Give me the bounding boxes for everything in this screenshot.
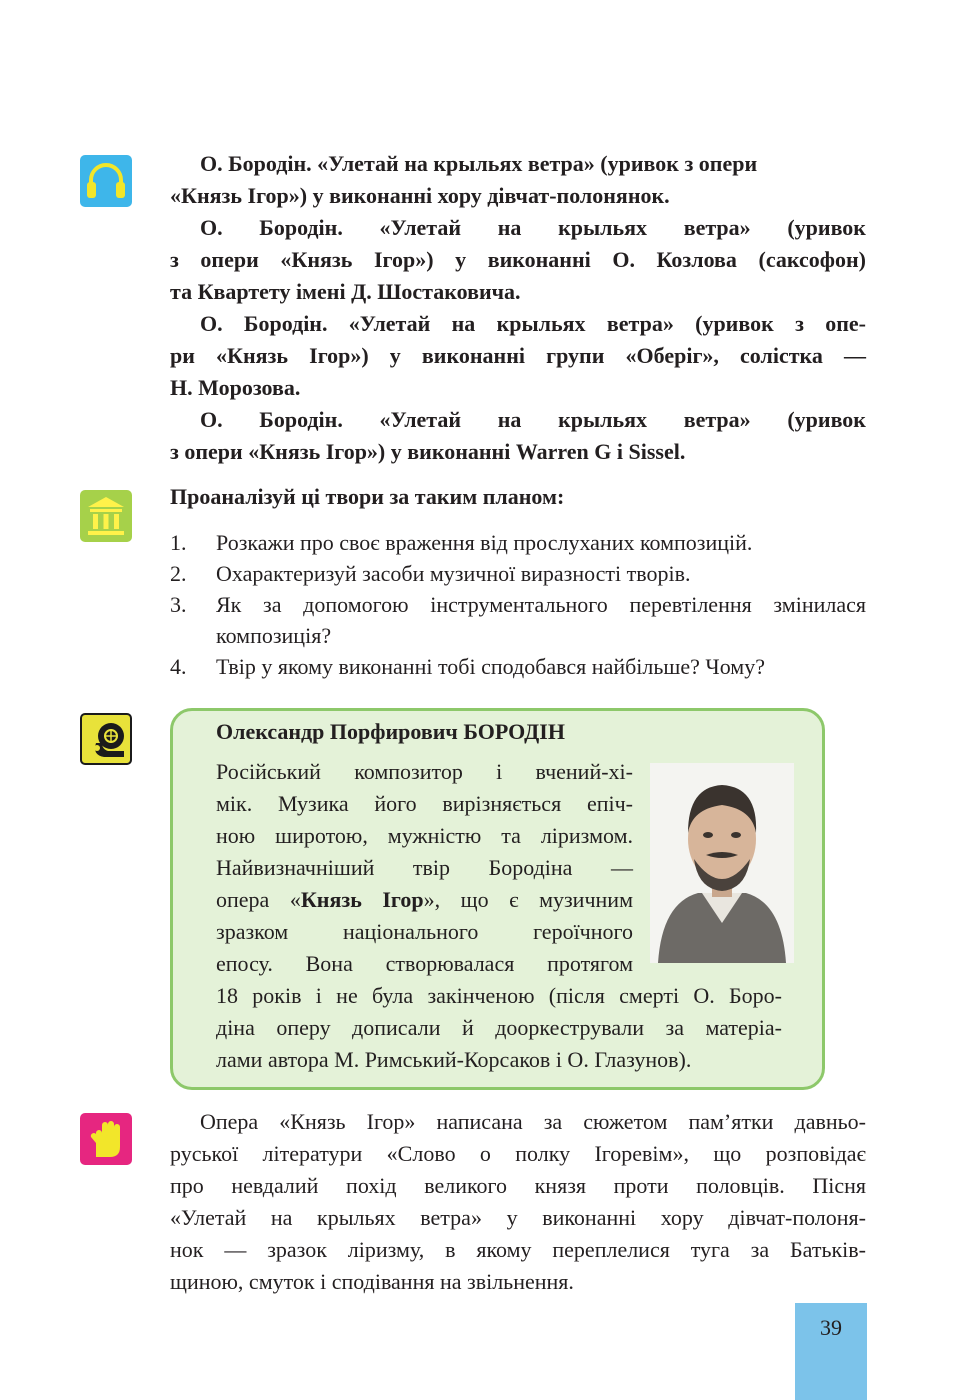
list-item: 3. Як за допомогою інструментального перевтілення змінилася композиція? — [170, 592, 866, 648]
list-item: 2. Охарактеризуй засоби музичної виразності творів. — [170, 561, 691, 586]
opera-description: Опера «Князь Ігор» написана за сюжетом пам’ятки давньо- руської літератури «Слово о полку Ігоревім», що розповідає про невдалий похід великого князя проти половців. Пісня «Улетай на крыльях ветра» у виконанні хору дівчат-полоня- нок — зразок ліризму, в якому переплелися туга за Батьків- щиною, смуток і сподівання на звільнення. — [170, 1109, 866, 1294]
composer-name: Олександр Порфирович БОРОДІН — [216, 719, 565, 744]
listening-item-1: О. Бородін. «Улетай на крыльях ветра» (уривок з опери «Князь Ігор») у виконанні хору дівчат-полонянок. — [170, 151, 758, 208]
task-list — [170, 527, 866, 682]
listening-item-2: О. Бородін. «Улетай на крыльях ветра» (уривок з опери «Князь Ігор») у виконанні О. Козлова (саксофон) та Квартету імені Д. Шостаковича. — [170, 215, 866, 304]
list-item: 4. Твір у якому виконанні тобі сподобався найбільше? Чому? — [170, 654, 765, 679]
list-item: 1. Розкажи про своє враження від прослуханих композицій. — [170, 530, 753, 555]
hand-icon — [80, 1113, 132, 1165]
composer-bio-text: Російський композитор і вчений-хі- мік. Музика його вирізняється епіч- ною широтою, мужністю та ліризмом. Найвизначніший твір Бородіна — опера «Князь Ігор», що є музичним зразком національного героїчного епосу. Вона створювалася протягом 18 років і не була закінченою (після смерті О. Боро- діна оперу дописали й дооркестрували за матеріа- лами автора М. Римський-Корсаков і О. Глазунов). — [216, 759, 782, 1072]
composer-info-icon — [80, 713, 132, 765]
page-number: 39 — [820, 1315, 842, 1340]
listening-item-4: О. Бородін. «Улетай на крыльях ветра» (уривок з опери «Князь Ігор») у виконанні Warren G і Sissel. — [170, 407, 866, 464]
headphones-icon — [80, 155, 132, 207]
museum-icon — [80, 490, 132, 542]
listening-item-3: О. Бородін. «Улетай на крыльях ветра» (уривок з опе- ри «Князь Ігор») у виконанні групи «Оберіг», солістка — Н. Морозова. — [170, 311, 866, 400]
task-heading: Проаналізуй ці твори за таким планом: — [170, 484, 565, 509]
